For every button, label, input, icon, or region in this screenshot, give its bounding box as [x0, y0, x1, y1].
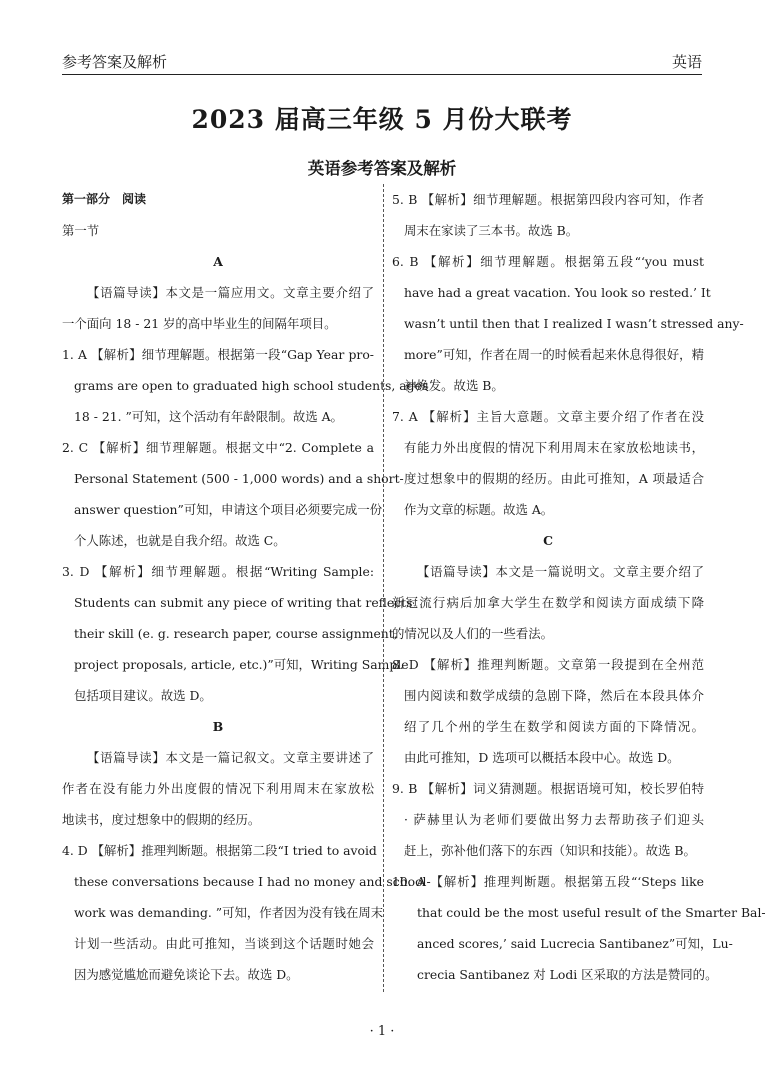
text-line: that could be the most useful result of the Smarter Bal- [417, 905, 766, 920]
text-line: 第一部分 阅读 [62, 192, 147, 206]
text-line: Personal Statement (500 - 1,000 words) and a short- [74, 471, 404, 486]
text-line: Students can submit any piece of writing that reflects [74, 595, 413, 610]
text-line: 3. D 【解析】细节理解题。根据“Writing Sample: [62, 564, 374, 579]
text-line: project proposals, article, etc.)”可知，Writing Sample [74, 657, 409, 672]
text-line: 由此可推知，D 选项可以概括本段中心。故选 D。 [404, 750, 680, 765]
text-line: 一个面向 18 - 21 岁的高中毕业生的间隔年项目。 [62, 316, 337, 331]
text-line: 5. B 【解析】细节理解题。根据第四段内容可知，作者 [392, 192, 704, 207]
text-line: 新冠流行病后加拿大学生在数学和阅读方面成绩下降 [392, 595, 704, 610]
text-line: B [212, 719, 224, 734]
document-subtitle: 英语参考答案及解析 [307, 159, 457, 178]
text-line: 计划一些活动。由此可推知，当谈到这个话题时她会 [74, 936, 374, 951]
text-line: more”可知，作者在周一的时候看起来休息得很好，精 [404, 347, 704, 362]
text-line: 【语篇导读】本文是一篇说明文。文章主要介绍了 [417, 564, 704, 579]
text-line: 度过想象中的假期的经历。由此可推知，A 项最适合 [404, 471, 704, 486]
text-line: 的情况以及人们的一些看法。 [392, 626, 554, 641]
text-line: grams are open to graduated high school students, ages [74, 378, 429, 393]
text-line: 18 - 21. ”可知，这个活动有年龄限制。故选 A。 [74, 409, 343, 424]
text-line: 7. A 【解析】主旨大意题。文章主要介绍了作者在没 [392, 409, 704, 424]
text-line: 因为感觉尴尬而避免谈论下去。故选 D。 [74, 967, 299, 982]
header-right-label: 英语 [671, 53, 702, 71]
text-line: 地读书，度过想象中的假期的经历。 [62, 812, 261, 827]
right-column [392, 184, 766, 990]
text-line: 第一节 [62, 223, 100, 238]
text-line: their skill (e. g. research paper, course assignment, [74, 626, 398, 641]
text-line: anced scores,’ said Lucrecia Santibanez”可知，Lu- [417, 936, 733, 951]
header-left-label: 参考答案及解析 [62, 53, 168, 71]
text-line: 作为文章的标题。故选 A。 [404, 502, 554, 517]
text-line: 个人陈述，也就是自我介绍。故选 C。 [74, 533, 286, 548]
page-header [62, 46, 702, 72]
header-rule [62, 74, 702, 75]
text-line: A [213, 254, 223, 269]
text-line: answer question”可知，申请这个项目必须要完成一份 [74, 502, 383, 517]
text-line: 有能力外出度假的情况下利用周末在家放松地读书， [404, 440, 704, 455]
text-line: 赶上，弥补他们落下的东西（知识和技能）。故选 B。 [404, 843, 696, 858]
text-line: 包括项目建议。故选 D。 [74, 688, 212, 703]
text-line: 8. D 【解析】推理判断题。文章第一段提到在全州范 [392, 657, 704, 672]
text-line: 6. B 【解析】细节理解题。根据第五段“‘you must [392, 254, 704, 269]
text-line: 作者在没有能力外出度假的情况下利用周末在家放松 [62, 781, 374, 796]
text-line: 【语篇导读】本文是一篇记叙文。文章主要讲述了 [87, 750, 374, 765]
text-line: have had a great vacation. You look so rested.’ It [404, 285, 711, 300]
left-column [62, 184, 431, 990]
page-number: · 1 · [369, 1024, 395, 1039]
text-line: · 萨赫里认为老师们要做出努力去帮助孩子们迎头 [404, 812, 704, 827]
text-line: work was demanding. ”可知，作者因为没有钱在周末 [74, 905, 384, 920]
text-line: C [543, 533, 553, 548]
text-line: 9. B 【解析】词义猜测题。根据语境可知，校长罗伯特 [392, 781, 704, 796]
text-line: 2. C 【解析】细节理解题。根据文中“2. Complete a [62, 440, 374, 455]
text-line: crecia Santibanez 对 Lodi 区采取的方法是赞同的。 [417, 967, 718, 982]
text-line: wasn’t until then that I realized I wasn’t stressed any- [404, 316, 744, 331]
text-line: these conversations because I had no money and school- [74, 874, 431, 889]
column-divider [383, 184, 384, 992]
text-line: 4. D 【解析】推理判断题。根据第二段“I tried to avoid [62, 843, 377, 858]
text-line: 围内阅读和数学成绩的急剧下降，然后在本段具体介 [404, 688, 704, 703]
text-line: 1. A 【解析】细节理解题。根据第一段“Gap Year pro- [62, 347, 374, 362]
text-line: 10. A 【解析】推理判断题。根据第五段“‘Steps like [392, 874, 704, 889]
text-line: 神焕发。故选 B。 [404, 378, 504, 393]
text-line: 绍了几个州的学生在数学和阅读方面的下降情况。 [404, 719, 704, 734]
text-line: 【语篇导读】本文是一篇应用文。文章主要介绍了 [87, 285, 374, 300]
document-title: 2023 届高三年级 5 月份大联考 [191, 105, 573, 134]
text-line: 周末在家读了三本书。故选 B。 [404, 223, 579, 238]
